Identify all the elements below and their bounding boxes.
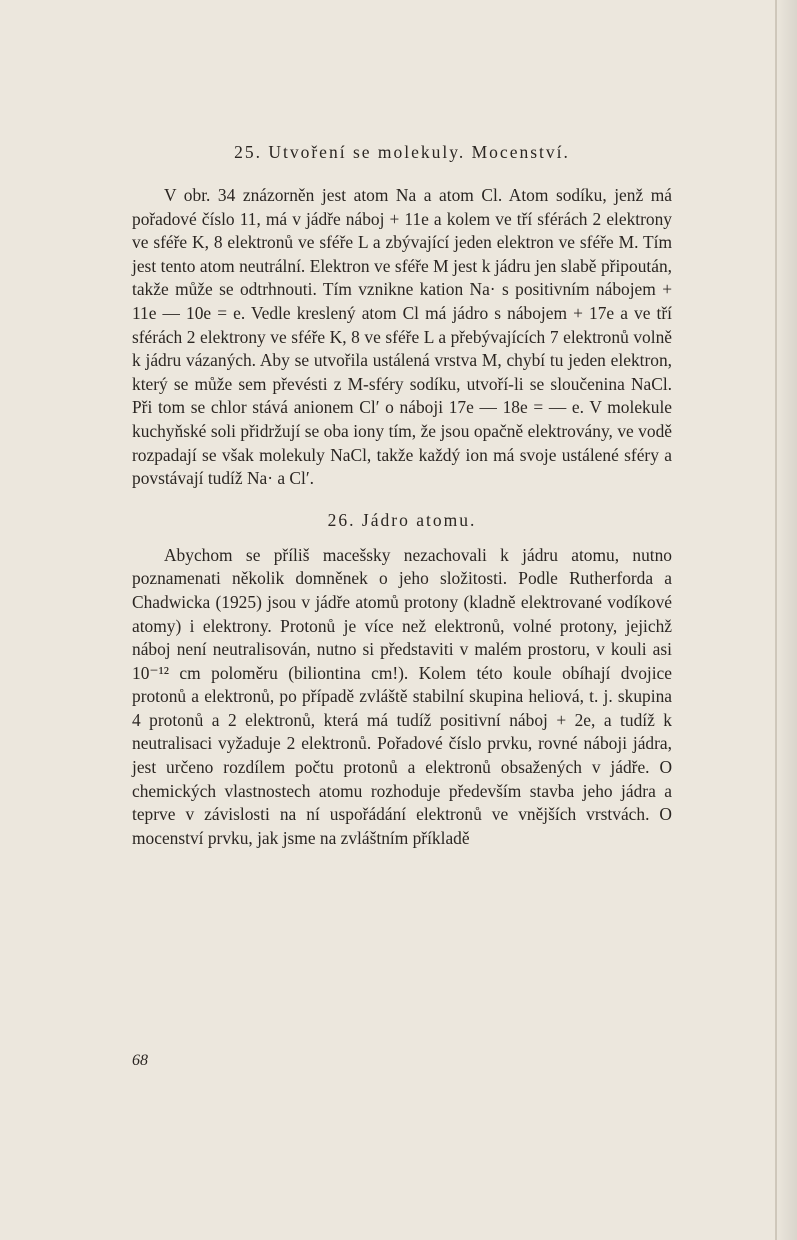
section-25-title: 25. Utvoření se molekuly. Mocenství. bbox=[234, 142, 570, 162]
page-edge bbox=[775, 0, 777, 1240]
section-26-title: 26. Jádro atomu. bbox=[327, 509, 477, 530]
section-26-paragraph: Abychom se příliš macešsky nezachovali k jádru atomu, nutno poznamenati několik domněnek o jeho složitosti. Podle Rutherforda a Chadwicka (1925) jsou v jádře atomů protony (kladně elektrované vodíkové atomy) i elektrony. Protonů je více než elektronů, volné protony, jejichž náboj není neutralisován, nutno si představiti v malém prostoru, v kouli asi 10⁻¹² cm poloměru (biliontina cm!). Kolem této koule obíhají dvojice protonů a elektronů, po případě zvláště stabilní skupina heliová, t. j. skupina 4 protonů a 2 elektronů, která má tudíž positivní náboj + 2e, a tudíž k neutralisaci vyžaduje 2 elektronů. Pořadové číslo prvku, rovné náboji jádra, jest určeno rozdílem počtu protonů a elektronů obsažených v jádře. O chemických vlastnostech atomu rozhoduje především stavba jeho jádra a teprve v závislosti na ní uspořádání elektronů ve vnějších vrstvách. O mocenství prvku, jak jsme na zvláštním příkladě bbox=[132, 544, 672, 848]
section-25-paragraph: V obr. 34 znázorněn jest atom Na a atom Cl. Atom sodíku, jenž má pořadové číslo 11, má v jádře náboj + 11e a kolem ve tří sférách 2 elektrony ve sféře K, 8 elektronů ve sféře L a zbývající jeden elektron ve sféře M. Tím jest tento atom neutrální. Elektron ve sféře M jest k jádru jen slabě připoután, takže může se odtrhnouti. Tím vznikne kation Na· s positivním nábojem + 11e — 10e = e. Vedle kreslený atom Cl má jádro s nábojem + 17e a ve tří sférách 2 elektrony ve sféře K, 8 ve sféře L a přebývajících 7 elektronů volně k jádru vázaných. Aby se utvořila ustálená vrstva M, chybí tu jeden elektron, který se může sem převésti z M-sféry sodíku, utvoří-li se sloučenina NaCl. Při tom se chlor stává anionem Cl′ o náboji 17e — 18e = — e. V molekule kuchyňské soli přidržují se oba iony tím, že jsou opačně elektrovány, ve vodě rozpadají se však molekuly NaCl, takže každý ion má svoje ustálené sféry a povstávají tudíž Na· a Cl′. bbox=[132, 185, 672, 489]
page-content bbox=[132, 140, 672, 850]
page-number: 68 bbox=[132, 1052, 148, 1069]
